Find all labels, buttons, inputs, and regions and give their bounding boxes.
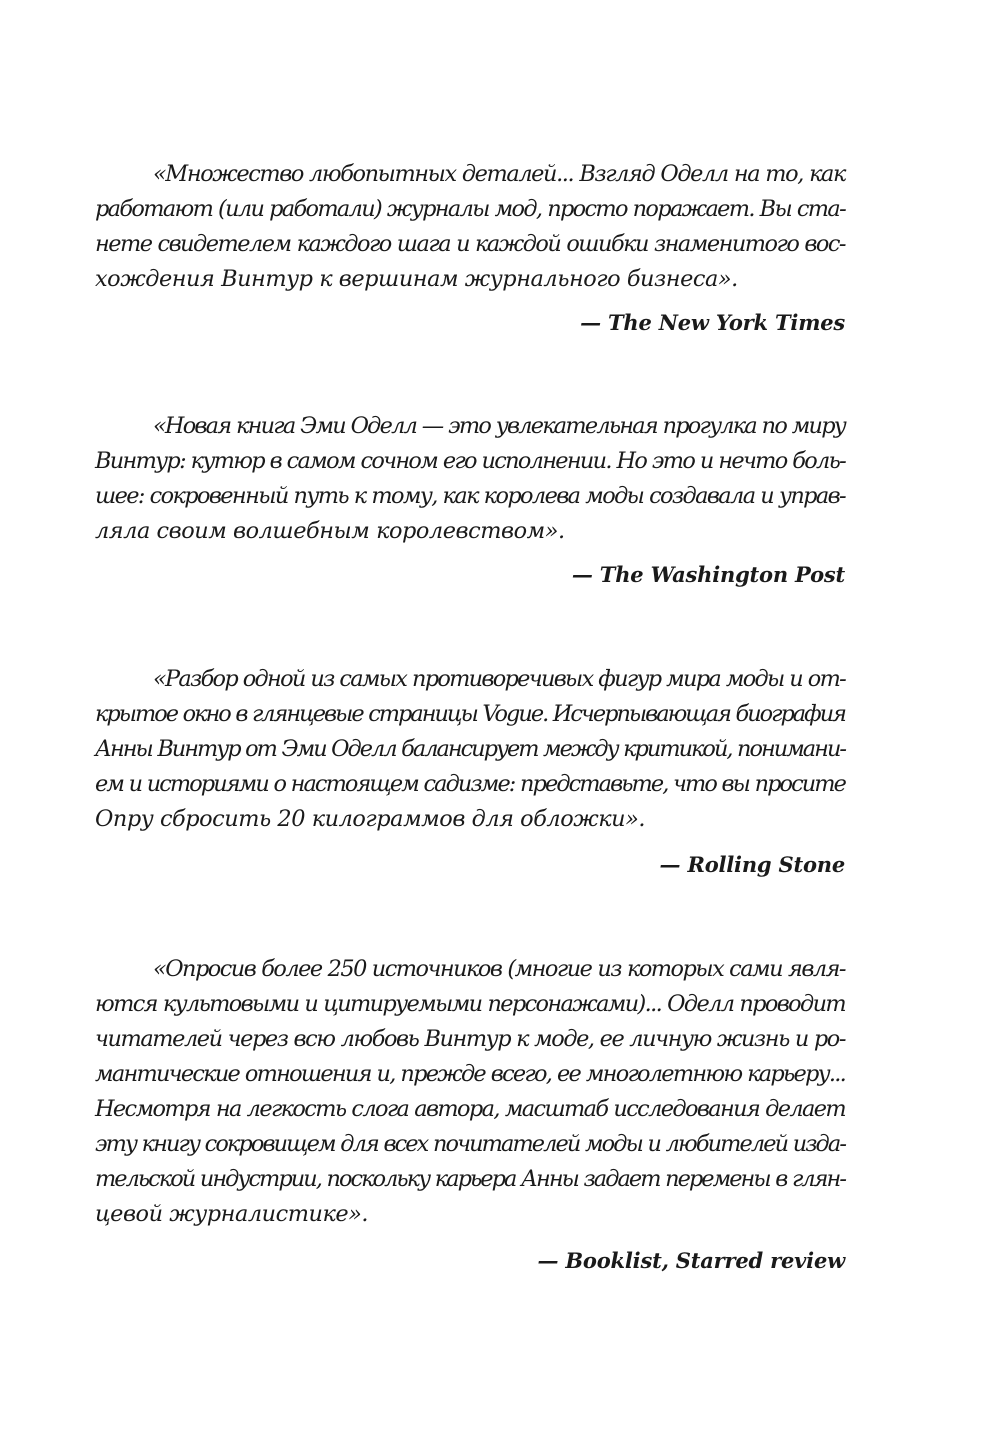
quote-line: «Множество любопытных деталей... Взгляд Оделл на то, как (153, 161, 845, 187)
review-blurb (95, 409, 845, 590)
quote-line: Несмотря на легкость слога автора, масштаб исследования делает (95, 1096, 845, 1122)
quote-line: «Разбор одной из самых противоречивых фигур мира моды и от- (153, 666, 845, 692)
review-blurb (95, 662, 845, 880)
review-source: — Booklist, Starred review (537, 1248, 845, 1273)
review-quote (95, 409, 845, 549)
quote-line: ляла своим волшебным королевством». (95, 518, 565, 544)
review-source: — Rolling Stone (659, 852, 845, 877)
quote-line: читателей через всю любовь Винтур к моде, ее личную жизнь и ро- (95, 1026, 845, 1052)
quote-line: работают (или работали) журналы мод, просто поражает. Вы ста- (95, 196, 845, 222)
quote-line: «Новая книга Эми Оделл — это увлекательная прогулка по миру (153, 413, 845, 439)
quote-line: «Опросив более 250 источников (многие из которых сами явля- (153, 956, 845, 982)
quote-line: эту книгу сокровищем для всех почитателей моды и любителей изда- (95, 1131, 845, 1157)
quote-line: цевой журналистике». (95, 1201, 369, 1227)
review-quote (95, 157, 845, 297)
quote-line: ются культовыми и цитируемыми персонажами)... Оделл проводит (95, 991, 845, 1017)
review-quote (95, 662, 845, 837)
review-blurb (95, 952, 845, 1276)
review-source: — The New York Times (580, 310, 845, 335)
quote-line: ем и историями о настоящем садизме: представьте, что вы просите (95, 771, 845, 797)
quote-line: Анны Винтур от Эми Оделл балансирует между критикой, понимани- (95, 736, 845, 762)
quote-line: Винтур: кутюр в самом сочном его исполнении. Но это и нечто боль- (95, 448, 845, 474)
quote-line: нете свидетелем каждого шага и каждой ошибки знаменитого вос- (95, 231, 845, 257)
quote-line: тельской индустрии, поскольку карьера Анны задает перемены в глян- (95, 1166, 845, 1192)
quote-line: мантические отношения и, прежде всего, ее многолетнюю карьеру... (95, 1061, 845, 1087)
review-blurb (95, 157, 845, 338)
review-source: — The Washington Post (571, 562, 845, 587)
quote-line: хождения Винтур к вершинам журнального бизнеса». (95, 266, 738, 292)
review-quote (95, 952, 845, 1232)
quote-line: шее: сокровенный путь к тому, как королева моды создавала и управ- (95, 483, 845, 509)
quote-line: крытое окно в глянцевые страницы Vogue. Исчерпывающая биография (95, 701, 845, 727)
quote-line: Опру сбросить 20 килограммов для обложки». (95, 806, 646, 832)
